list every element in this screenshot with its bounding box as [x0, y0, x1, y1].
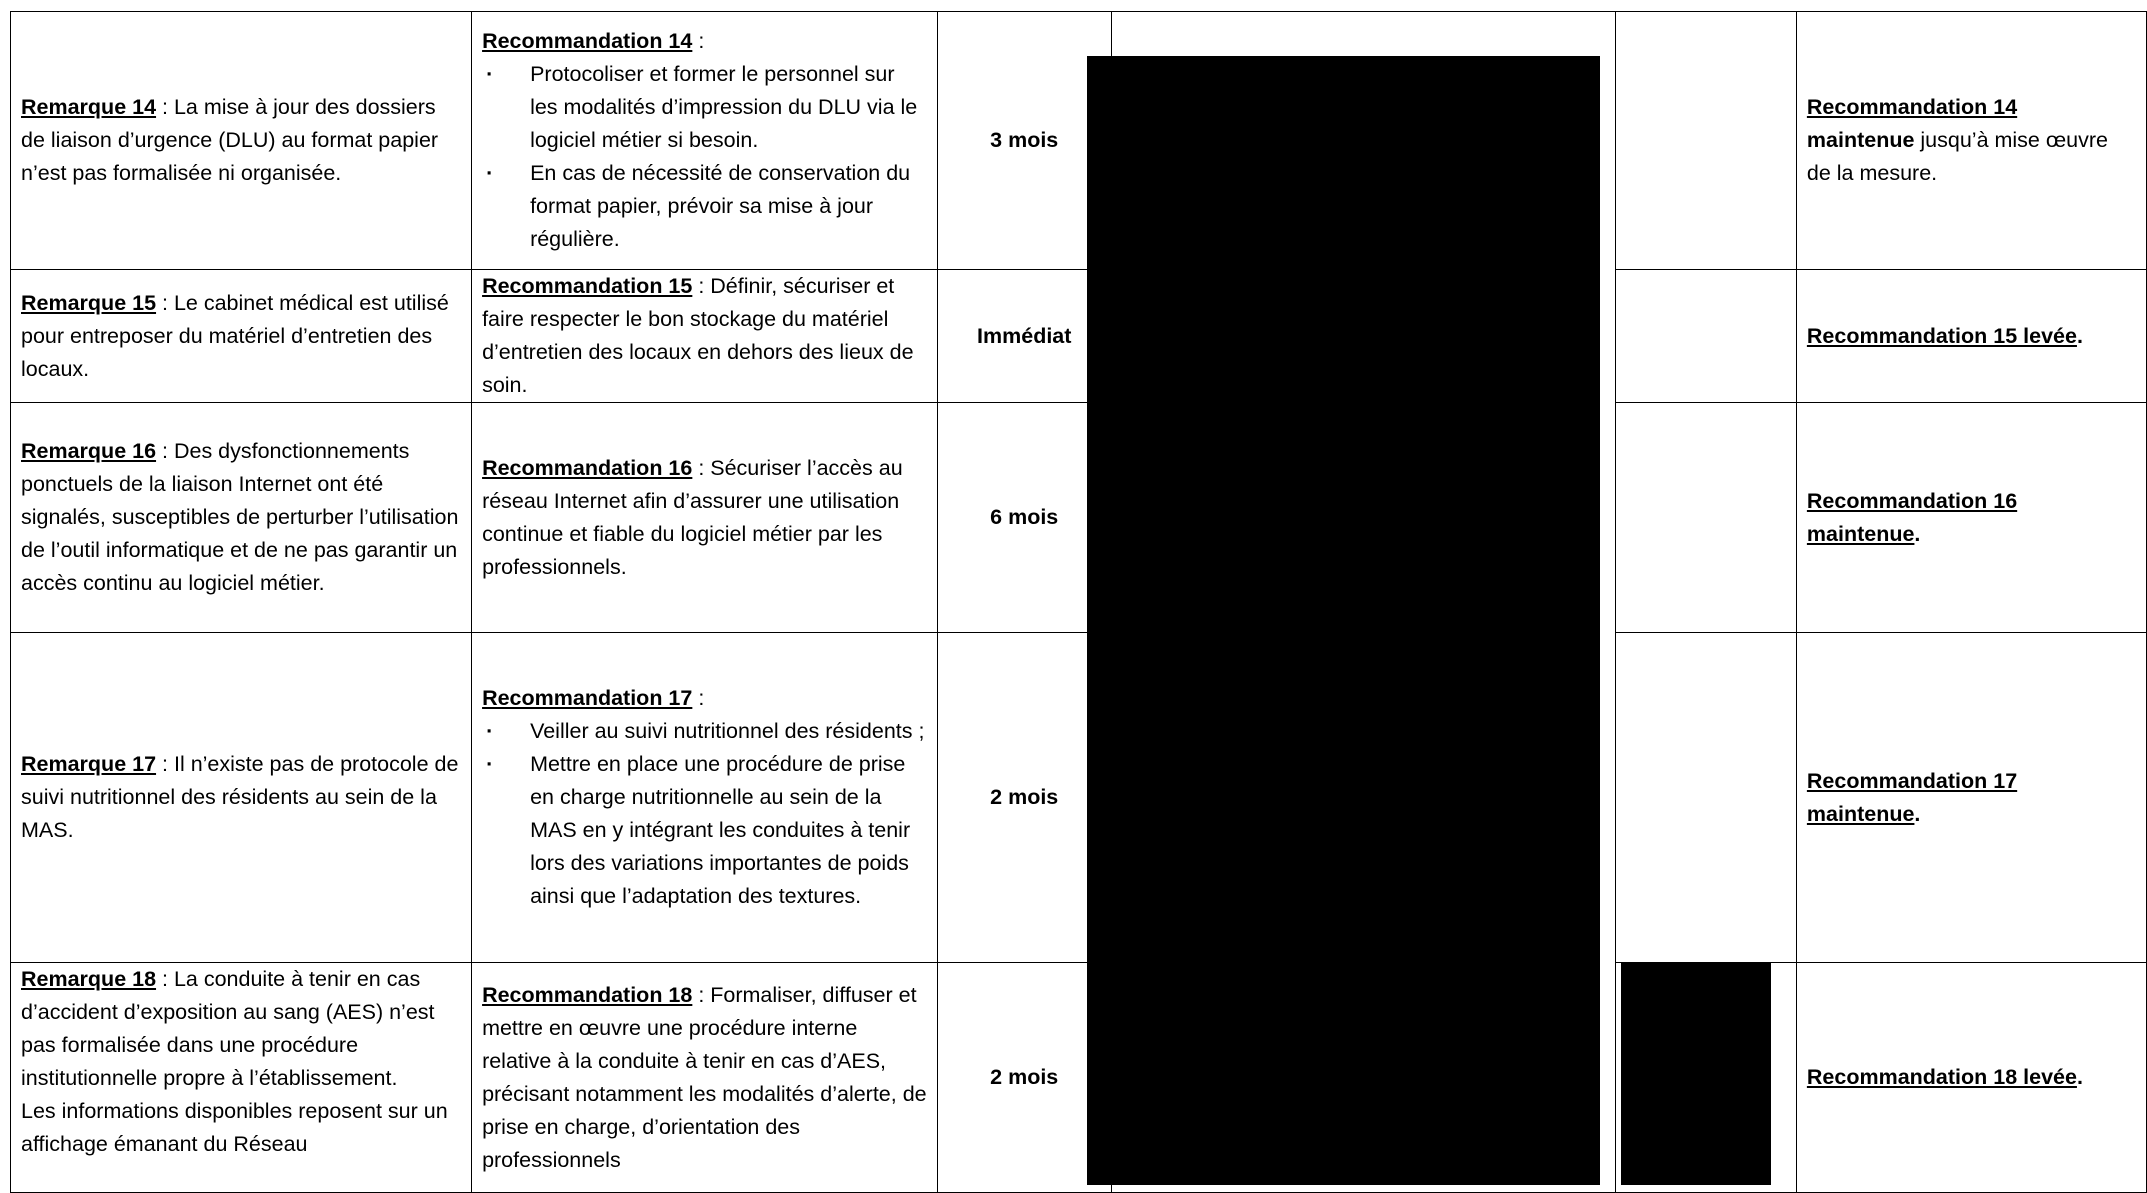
bullet-item: · Veiller au suivi nutritionnel des résidents ;: [482, 715, 927, 748]
delay-cell: Immédiat: [937, 270, 1111, 403]
recommendation-label: Recommandation 15: [482, 274, 693, 298]
remark-label: Remarque 16: [21, 439, 157, 463]
status-bold: maintenue: [1806, 128, 1915, 152]
table-row: [11, 270, 2147, 403]
recommendation-bullets: [482, 715, 927, 913]
status-cell: [1796, 633, 2146, 963]
status-label: Recommandation 15 levée: [1806, 323, 2077, 348]
remark-text: : La conduite à tenir en cas d’accident d’exposition au sang (AES) n’est pas formalisée dans une procédure institutionnelle propre à l’établissement.: [21, 967, 435, 1090]
redaction-block-small: [1621, 963, 1771, 1185]
remark-cell: [11, 12, 472, 270]
table-row: [11, 633, 2147, 963]
remark-cell: [11, 963, 472, 1193]
status-end: .: [1914, 801, 1921, 826]
recommendation-label: Recommandation 17: [482, 686, 693, 710]
recommendation-text: : Définir, sécuriser et faire respecter le bon stockage du matériel d’entretien des locaux en dehors des lieux de soin.: [482, 274, 914, 397]
status-cell: [1796, 403, 2146, 633]
remark-cell: [11, 633, 472, 963]
status-label: Recommandation 14: [1806, 95, 2018, 119]
remark-cell: [11, 270, 472, 403]
delay-cell: 2 mois: [937, 963, 1111, 1193]
redaction-block: [1087, 56, 1600, 1185]
status-label: Recommandation 18 levée: [1806, 1065, 2077, 1089]
table-row: [11, 12, 2147, 270]
remark-label: Remarque 17: [21, 752, 157, 776]
table-row: [11, 403, 2147, 633]
status-text: jusqu’à mise œuvre de la mesure.: [1806, 128, 2108, 185]
status-cell: [1796, 270, 2146, 403]
remark-text-continued: Les informations disponibles reposent sur un affichage émanant du Réseau: [21, 1099, 448, 1156]
status-cell: [1796, 963, 2146, 1193]
recommendation-cell: [472, 963, 938, 1193]
recommendation-label: Recommandation 18: [482, 982, 693, 1007]
empty-cell: [1616, 270, 1797, 403]
recommendation-cell: [472, 403, 938, 633]
recommendation-cell: [472, 633, 938, 963]
inspection-table: [10, 11, 2147, 1193]
delay-cell: 3 mois: [937, 12, 1111, 270]
bullet-item: · En cas de nécessité de conservation du format papier, prévoir sa mise à jour régulière.: [482, 157, 927, 256]
recommendation-text: :: [692, 686, 705, 710]
bullet-item: · Protocoliser et former le personnel sur les modalités d’impression du DLU via le logiciel métier si besoin.: [482, 58, 927, 157]
remark-text: : Des dysfonctionnements ponctuels de la liaison Internet ont été signalés, susceptibles de perturber l’utilisation de l’outil informatique et de ne pas garantir un accès continu au logiciel métier.: [21, 439, 459, 595]
status-end: .: [2076, 323, 2083, 348]
bullet-item: · Mettre en place une procédure de prise en charge nutritionnelle au sein de la MAS en y intégrant les conduites à tenir lors des variations importantes de poids ainsi que l’adaptation des textures.: [482, 748, 927, 913]
recommendation-bullets: [482, 58, 927, 256]
remark-label: Remarque 14: [21, 95, 157, 119]
status-cell: [1796, 12, 2146, 270]
table-row: [11, 963, 2147, 1193]
recommendation-label: Recommandation 14: [482, 29, 693, 53]
remark-text: : La mise à jour des dossiers de liaison d’urgence (DLU) au format papier n’est pas formalisée ni organisée.: [21, 95, 439, 185]
empty-cell: [1616, 633, 1797, 963]
remark-label: Remarque 15: [21, 290, 157, 315]
delay-cell: 2 mois: [937, 633, 1111, 963]
recommendation-label: Recommandation 16: [482, 455, 693, 480]
empty-cell: [1616, 12, 1797, 270]
recommendation-text: :: [692, 29, 705, 53]
status-label: Recommandation 17 maintenue: [1806, 768, 2018, 826]
status-end: .: [2076, 1065, 2083, 1089]
remark-text: : Il n’existe pas de protocole de suivi nutritionnel des résidents au sein de la MAS.: [21, 752, 459, 842]
remark-cell: [11, 403, 472, 633]
remark-label: Remarque 18: [21, 967, 157, 991]
status-end: .: [1914, 521, 1921, 546]
remark-text: : Le cabinet médical est utilisé pour entreposer du matériel d’entretien des locaux.: [21, 290, 449, 381]
delay-cell: 6 mois: [937, 403, 1111, 633]
recommendation-cell: [472, 12, 938, 270]
recommendation-text: : Formaliser, diffuser et mettre en œuvre une procédure interne relative à la conduite à tenir en cas d’AES, précisant notamment les modalités d’alerte, de prise en charge, d’orientation des professionnels: [482, 982, 927, 1172]
recommendation-text: : Sécuriser l’accès au réseau Internet afin d’assurer une utilisation continue et fiable du logiciel métier par les professionnels.: [482, 455, 903, 579]
recommendation-cell: [472, 270, 938, 403]
status-label: Recommandation 16 maintenue: [1806, 488, 2018, 546]
empty-cell: [1616, 403, 1797, 633]
